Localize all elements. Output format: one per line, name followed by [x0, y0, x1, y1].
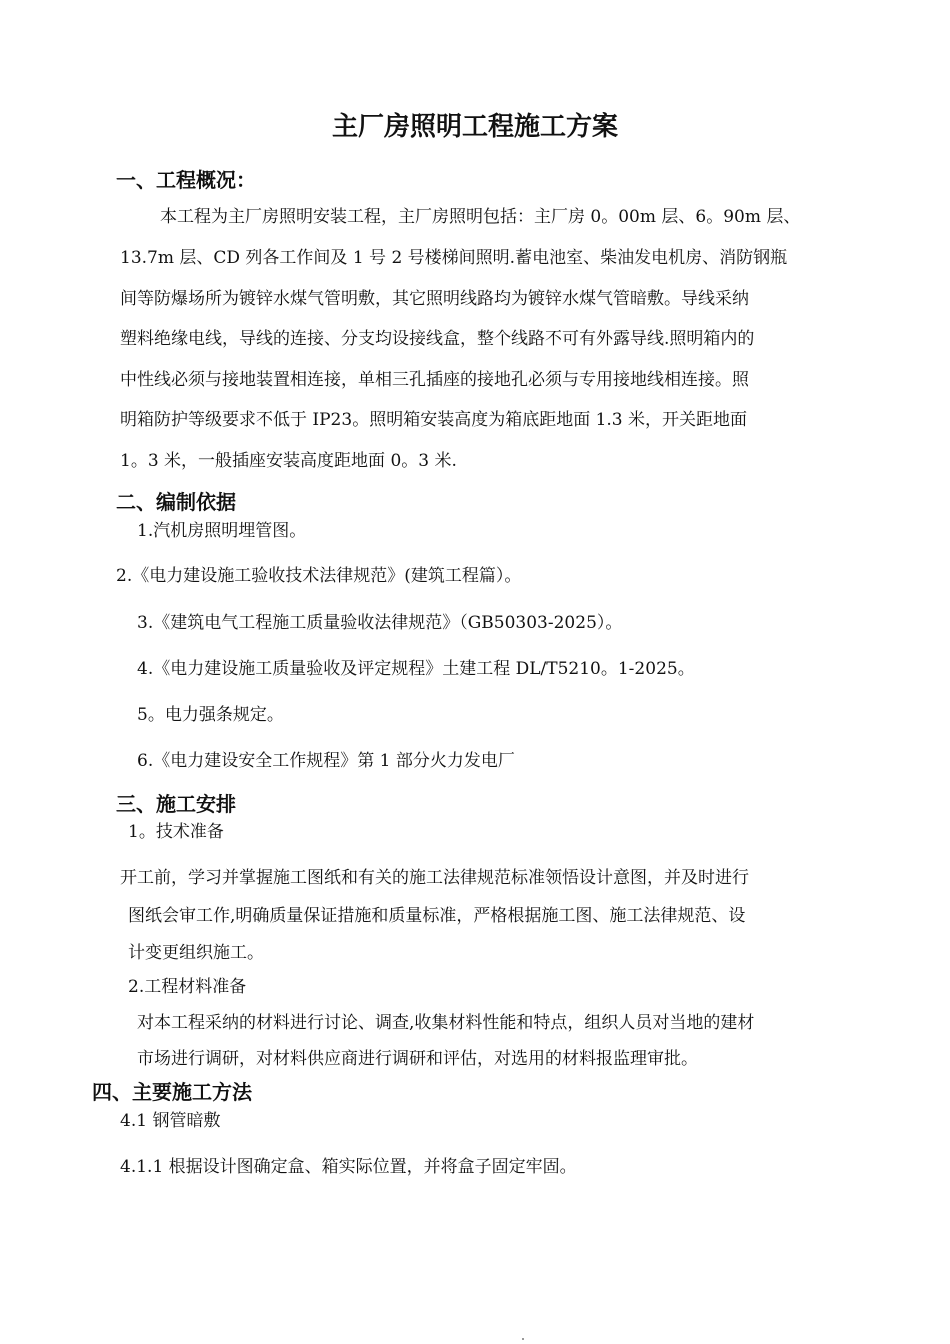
basis-item: 5。电力强条规定。 — [137, 705, 284, 725]
section-heading-overview: 一、工程概况： — [116, 168, 256, 192]
document-title: 主厂房照明工程施工方案 — [331, 112, 618, 142]
overview-line: 13.7m 层、CD 列各工作间及 1 号 2 号楼梯间照明.蓄电池室、柴油发电机房、消防钢瓶 — [120, 248, 788, 268]
tech-prep-line: 计变更组织施工。 — [128, 943, 264, 963]
basis-item: 3.《建筑电气工程施工质量验收法律规范》（GB50303-2025）。 — [137, 613, 623, 633]
overview-line: 本工程为主厂房照明安装工程，主厂房照明包括：主厂房 0。00m 层、6。90m 层、 — [160, 207, 801, 227]
section-heading-arrangement: 三、施工安排 — [116, 792, 236, 816]
material-prep-line: 对本工程采纳的材料进行讨论、调查,收集材料性能和特点，组织人员对当地的建材 — [137, 1013, 755, 1033]
basis-item: 4.《电力建设施工质量验收及评定规程》土建工程 DL/T5210。1-2025。 — [137, 659, 695, 679]
subsection-title: 4.1 钢管暗敷 — [120, 1111, 221, 1131]
material-prep-line: 市场进行调研，对材料供应商进行调研和评估，对选用的材料报监理审批。 — [137, 1049, 698, 1069]
overview-line: 1。3 米，一般插座安装高度距地面 0。3 米. — [120, 451, 457, 471]
subsection-title: 2.工程材料准备 — [128, 977, 247, 997]
basis-item: 6.《电力建设安全工作规程》第 1 部分火力发电厂 — [137, 751, 515, 771]
basis-item: 2.《电力建设施工验收技术法律规范》(建筑工程篇）。 — [116, 566, 522, 586]
overview-line: 间等防爆场所为镀锌水煤气管明敷，其它照明线路均为镀锌水煤气管暗敷。导线采纳 — [120, 289, 749, 309]
overview-line: 塑料绝缘电线，导线的连接、分支均设接线盒，整个线路不可有外露导线.照明箱内的 — [120, 329, 755, 349]
overview-line: 明箱防护等级要求不低于 IP23。照明箱安装高度为箱底距地面 1.3 米，开关距地面 — [120, 410, 748, 430]
subsection-title: 1。技术准备 — [128, 822, 224, 842]
tech-prep-line: 开工前，学习并掌握施工图纸和有关的施工法律规范标准领悟设计意图，并及时进行 — [120, 868, 749, 888]
page-mark — [522, 1338, 524, 1340]
basis-item: 1.汽机房照明埋管图。 — [137, 521, 307, 541]
section-heading-methods: 四、主要施工方法 — [92, 1080, 252, 1104]
method-step: 4.1.1 根据设计图确定盒、箱实际位置，并将盒子固定牢固。 — [120, 1157, 577, 1177]
overview-line: 中性线必须与接地装置相连接，单相三孔插座的接地孔必须与专用接地线相连接。照 — [120, 370, 749, 390]
tech-prep-line: 图纸会审工作,明确质量保证措施和质量标准，严格根据施工图、施工法律规范、设 — [128, 906, 746, 926]
section-heading-basis: 二、编制依据 — [116, 490, 236, 514]
